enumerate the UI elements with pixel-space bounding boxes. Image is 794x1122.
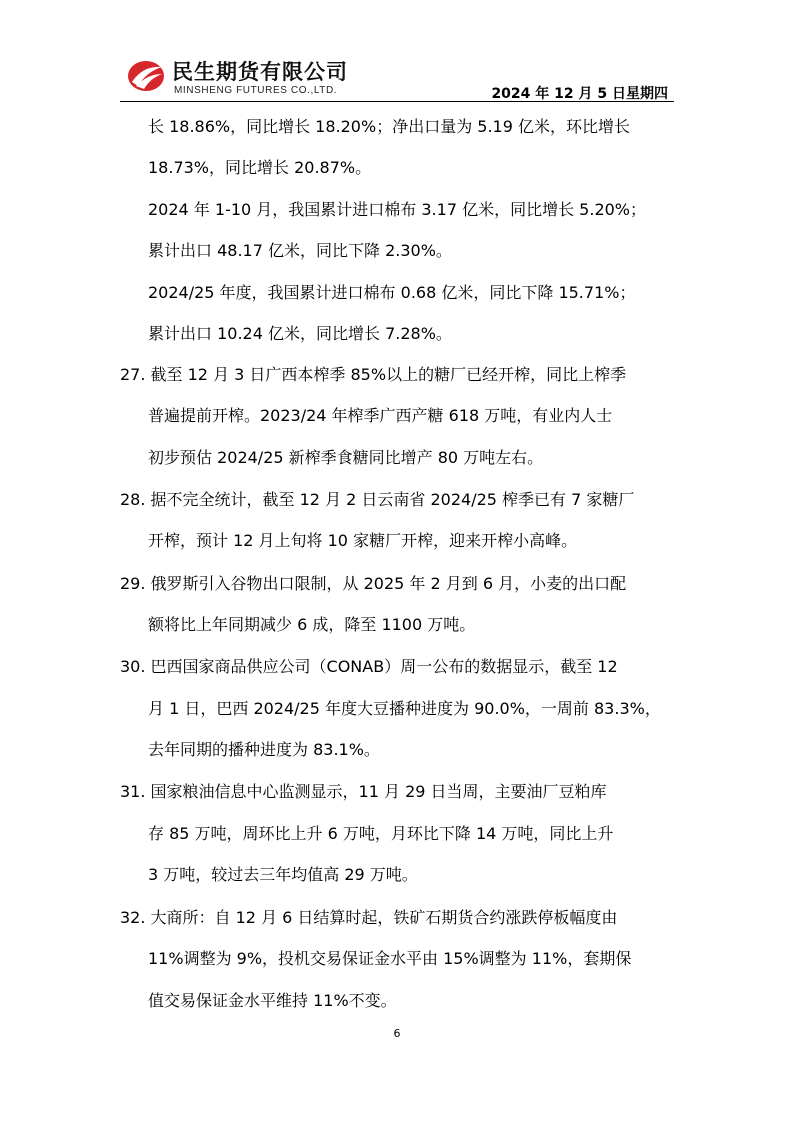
list-item-32: 32. 大商所：自 12 月 6 日结算时起，铁矿石期货合约涨跌停板幅度由 <box>120 908 618 927</box>
list-item-28: 28. 据不完全统计，截至 12 月 2 日云南省 2024/25 榨季已有 7 家糖厂 <box>120 490 635 509</box>
text-line: 开榨，预计 12 月上旬将 10 家糖厂开榨，迎来开榨小高峰。 <box>148 531 578 550</box>
text-line: 2024 年 1-10 月，我国累计进口棉布 3.17 亿米，同比增长 5.20%； <box>148 200 647 219</box>
text-line: 值交易保证金水平维持 11%不变。 <box>148 991 397 1010</box>
company-name-en: MINSHENG FUTURES CO.,LTD. <box>174 85 338 96</box>
text-line: 2024/25 年度，我国累计进口棉布 0.68 亿米，同比下降 15.71%； <box>148 283 636 302</box>
company-logo <box>126 56 366 100</box>
minsheng-logo-icon <box>126 58 166 94</box>
text-line: 普遍提前开榨。2023/24 年榨季广西产糖 618 万吨，有业内人士 <box>148 406 613 425</box>
text-line: 11%调整为 9%，投机交易保证金水平由 15%调整为 11%，套期保 <box>148 949 632 968</box>
text-line: 长 18.86%，同比增长 18.20%；净出口量为 5.19 亿米，环比增长 <box>148 117 630 136</box>
text-line: 3 万吨，较过去三年均值高 29 万吨。 <box>148 865 418 884</box>
header-divider <box>120 101 674 102</box>
text-line: 额将比上年同期减少 6 成，降至 1100 万吨。 <box>148 615 476 634</box>
text-line: 存 85 万吨，周环比上升 6 万吨，月环比下降 14 万吨，同比上升 <box>148 824 614 843</box>
list-item-30: 30. 巴西国家商品供应公司（CONAB）周一公布的数据显示，截至 12 <box>120 657 618 676</box>
company-name-cn: 民生期货有限公司 <box>172 60 348 84</box>
report-date: 2024 年 12 月 5 日星期四 <box>491 86 668 102</box>
text-line: 累计出口 48.17 亿米，同比下降 2.30%。 <box>148 241 452 260</box>
page-number: 6 <box>393 1027 401 1040</box>
text-line: 18.73%，同比增长 20.87%。 <box>148 158 372 177</box>
text-line: 累计出口 10.24 亿米，同比增长 7.28%。 <box>148 324 452 343</box>
text-line: 去年同期的播种进度为 83.1%。 <box>148 740 380 759</box>
text-line: 月 1 日，巴西 2024/25 年度大豆播种进度为 90.0%，一周前 83.3%， <box>148 699 661 718</box>
list-item-29: 29. 俄罗斯引入谷物出口限制，从 2025 年 2 月到 6 月，小麦的出口配 <box>120 574 627 593</box>
text-line: 初步预估 2024/25 新榨季食糖同比增产 80 万吨左右。 <box>148 448 544 467</box>
list-item-31: 31. 国家粮油信息中心监测显示，11 月 29 日当周，主要油厂豆粕库 <box>120 782 607 801</box>
list-item-27: 27. 截至 12 月 3 日广西本榨季 85%以上的糖厂已经开榨，同比上榨季 <box>120 365 627 384</box>
page-header <box>120 52 674 102</box>
